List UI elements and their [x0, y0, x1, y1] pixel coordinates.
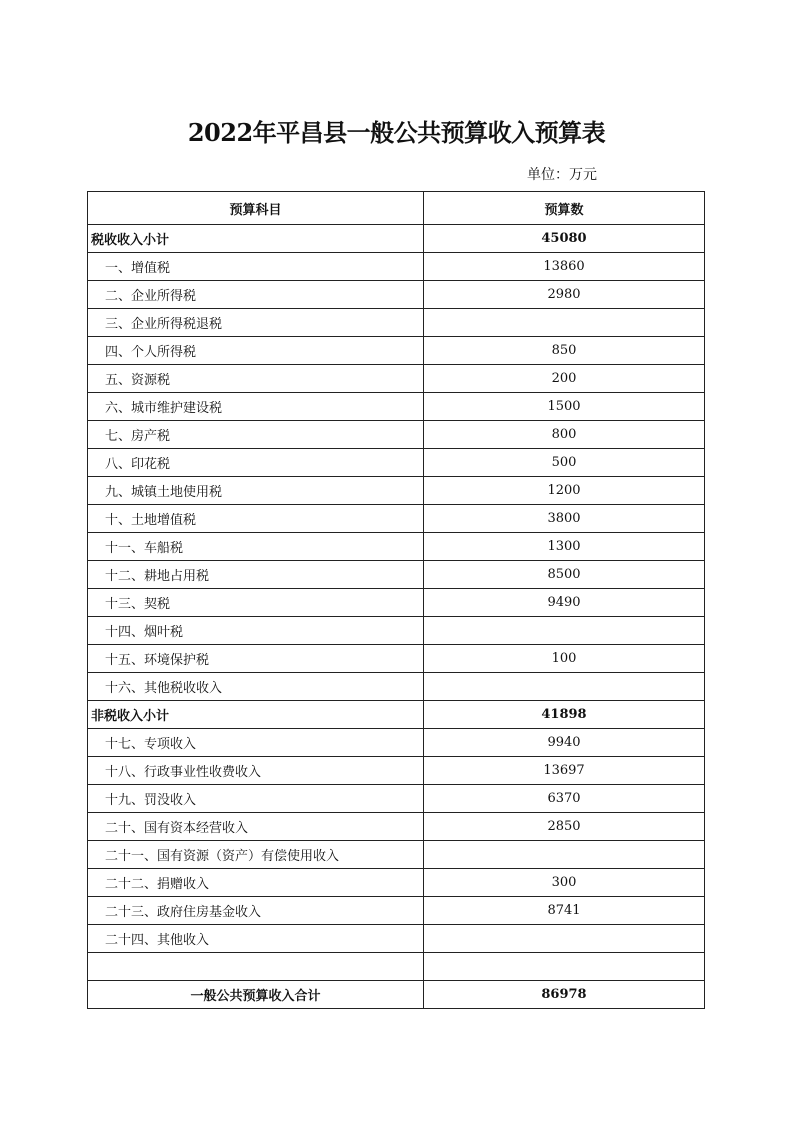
subtotal-row: [88, 225, 705, 253]
row-item-value: 8500: [424, 561, 705, 589]
table-row: [88, 505, 705, 533]
table-row: [88, 645, 705, 673]
row-item-value: 3800: [424, 505, 705, 533]
row-item-name: 二十四、其他收入: [88, 925, 424, 953]
row-item-name: 九、城镇土地使用税: [88, 477, 424, 505]
row-item-value: [424, 617, 705, 645]
row-item-name: 一般公共预算收入合计: [88, 981, 424, 1009]
header-budget-amount: 预算数: [424, 192, 705, 225]
row-item-value: 13697: [424, 757, 705, 785]
table-row: [88, 561, 705, 589]
row-item-name: 十一、车船税: [88, 533, 424, 561]
table-row: [88, 589, 705, 617]
table-row: [88, 309, 705, 337]
row-item-value: [424, 953, 705, 981]
row-item-value: 41898: [424, 701, 705, 729]
row-item-value: 500: [424, 449, 705, 477]
row-item-value: 86978: [424, 981, 705, 1009]
table-row: [88, 421, 705, 449]
table-row: [88, 925, 705, 953]
row-item-name: 五、资源税: [88, 365, 424, 393]
row-item-name: 税收收入小计: [88, 225, 424, 253]
row-item-name: 二十、国有资本经营收入: [88, 813, 424, 841]
row-item-name: 四、个人所得税: [88, 337, 424, 365]
row-item-name: 非税收入小计: [88, 701, 424, 729]
row-item-name: 三、企业所得税退税: [88, 309, 424, 337]
table-row: [88, 785, 705, 813]
subtotal-row: [88, 701, 705, 729]
budget-table: [87, 191, 705, 1009]
table-row: [88, 253, 705, 281]
row-item-value: 2980: [424, 281, 705, 309]
row-item-name: 八、印花税: [88, 449, 424, 477]
table-row: [88, 337, 705, 365]
row-item-value: 850: [424, 337, 705, 365]
row-item-name: 十七、专项收入: [88, 729, 424, 757]
row-item-value: 1500: [424, 393, 705, 421]
table-row: [88, 841, 705, 869]
row-item-name: 十三、契税: [88, 589, 424, 617]
row-item-value: [424, 841, 705, 869]
row-item-value: 1200: [424, 477, 705, 505]
table-row: [88, 953, 705, 981]
row-item-name: 二十三、政府住房基金收入: [88, 897, 424, 925]
row-item-name: 十六、其他税收收入: [88, 673, 424, 701]
row-item-name: 十五、环境保护税: [88, 645, 424, 673]
row-item-name: 十九、罚没收入: [88, 785, 424, 813]
row-item-name: 七、房产税: [88, 421, 424, 449]
row-item-value: 100: [424, 645, 705, 673]
row-item-value: 9490: [424, 589, 705, 617]
table-row: [88, 757, 705, 785]
row-item-name: 二十一、国有资源（资产）有偿使用收入: [88, 841, 424, 869]
row-item-value: 200: [424, 365, 705, 393]
table-row: [88, 477, 705, 505]
table-row: [88, 673, 705, 701]
table-row: [88, 729, 705, 757]
row-item-name: 二十二、捐赠收入: [88, 869, 424, 897]
row-item-name: 十二、耕地占用税: [88, 561, 424, 589]
row-item-name: 六、城市维护建设税: [88, 393, 424, 421]
row-item-name: 一、增值税: [88, 253, 424, 281]
header-budget-item: 预算科目: [88, 192, 424, 225]
row-item-name: 十四、烟叶税: [88, 617, 424, 645]
table-row: [88, 617, 705, 645]
row-item-value: 9940: [424, 729, 705, 757]
row-item-name: 十、土地增值税: [88, 505, 424, 533]
table-header-row: [88, 192, 705, 225]
row-item-value: [424, 673, 705, 701]
table-row: [88, 393, 705, 421]
table-row: [88, 365, 705, 393]
row-item-value: [424, 309, 705, 337]
row-item-name: 二、企业所得税: [88, 281, 424, 309]
unit-label: 单位：万元: [527, 167, 597, 183]
row-item-value: 2850: [424, 813, 705, 841]
table-row: [88, 533, 705, 561]
table-row: [88, 897, 705, 925]
table-row: [88, 449, 705, 477]
row-item-value: 13860: [424, 253, 705, 281]
table-row: [88, 813, 705, 841]
table-row: [88, 869, 705, 897]
row-item-value: 6370: [424, 785, 705, 813]
page-title: 2022年平昌县一般公共预算收入预算表: [187, 118, 606, 147]
row-item-value: [424, 925, 705, 953]
row-item-value: 800: [424, 421, 705, 449]
row-item-value: 300: [424, 869, 705, 897]
row-item-name: 十八、行政事业性收费收入: [88, 757, 424, 785]
row-item-value: 8741: [424, 897, 705, 925]
total-row: [88, 981, 705, 1009]
row-item-value: 1300: [424, 533, 705, 561]
row-item-name: [88, 953, 424, 981]
table-row: [88, 281, 705, 309]
row-item-value: 45080: [424, 225, 705, 253]
